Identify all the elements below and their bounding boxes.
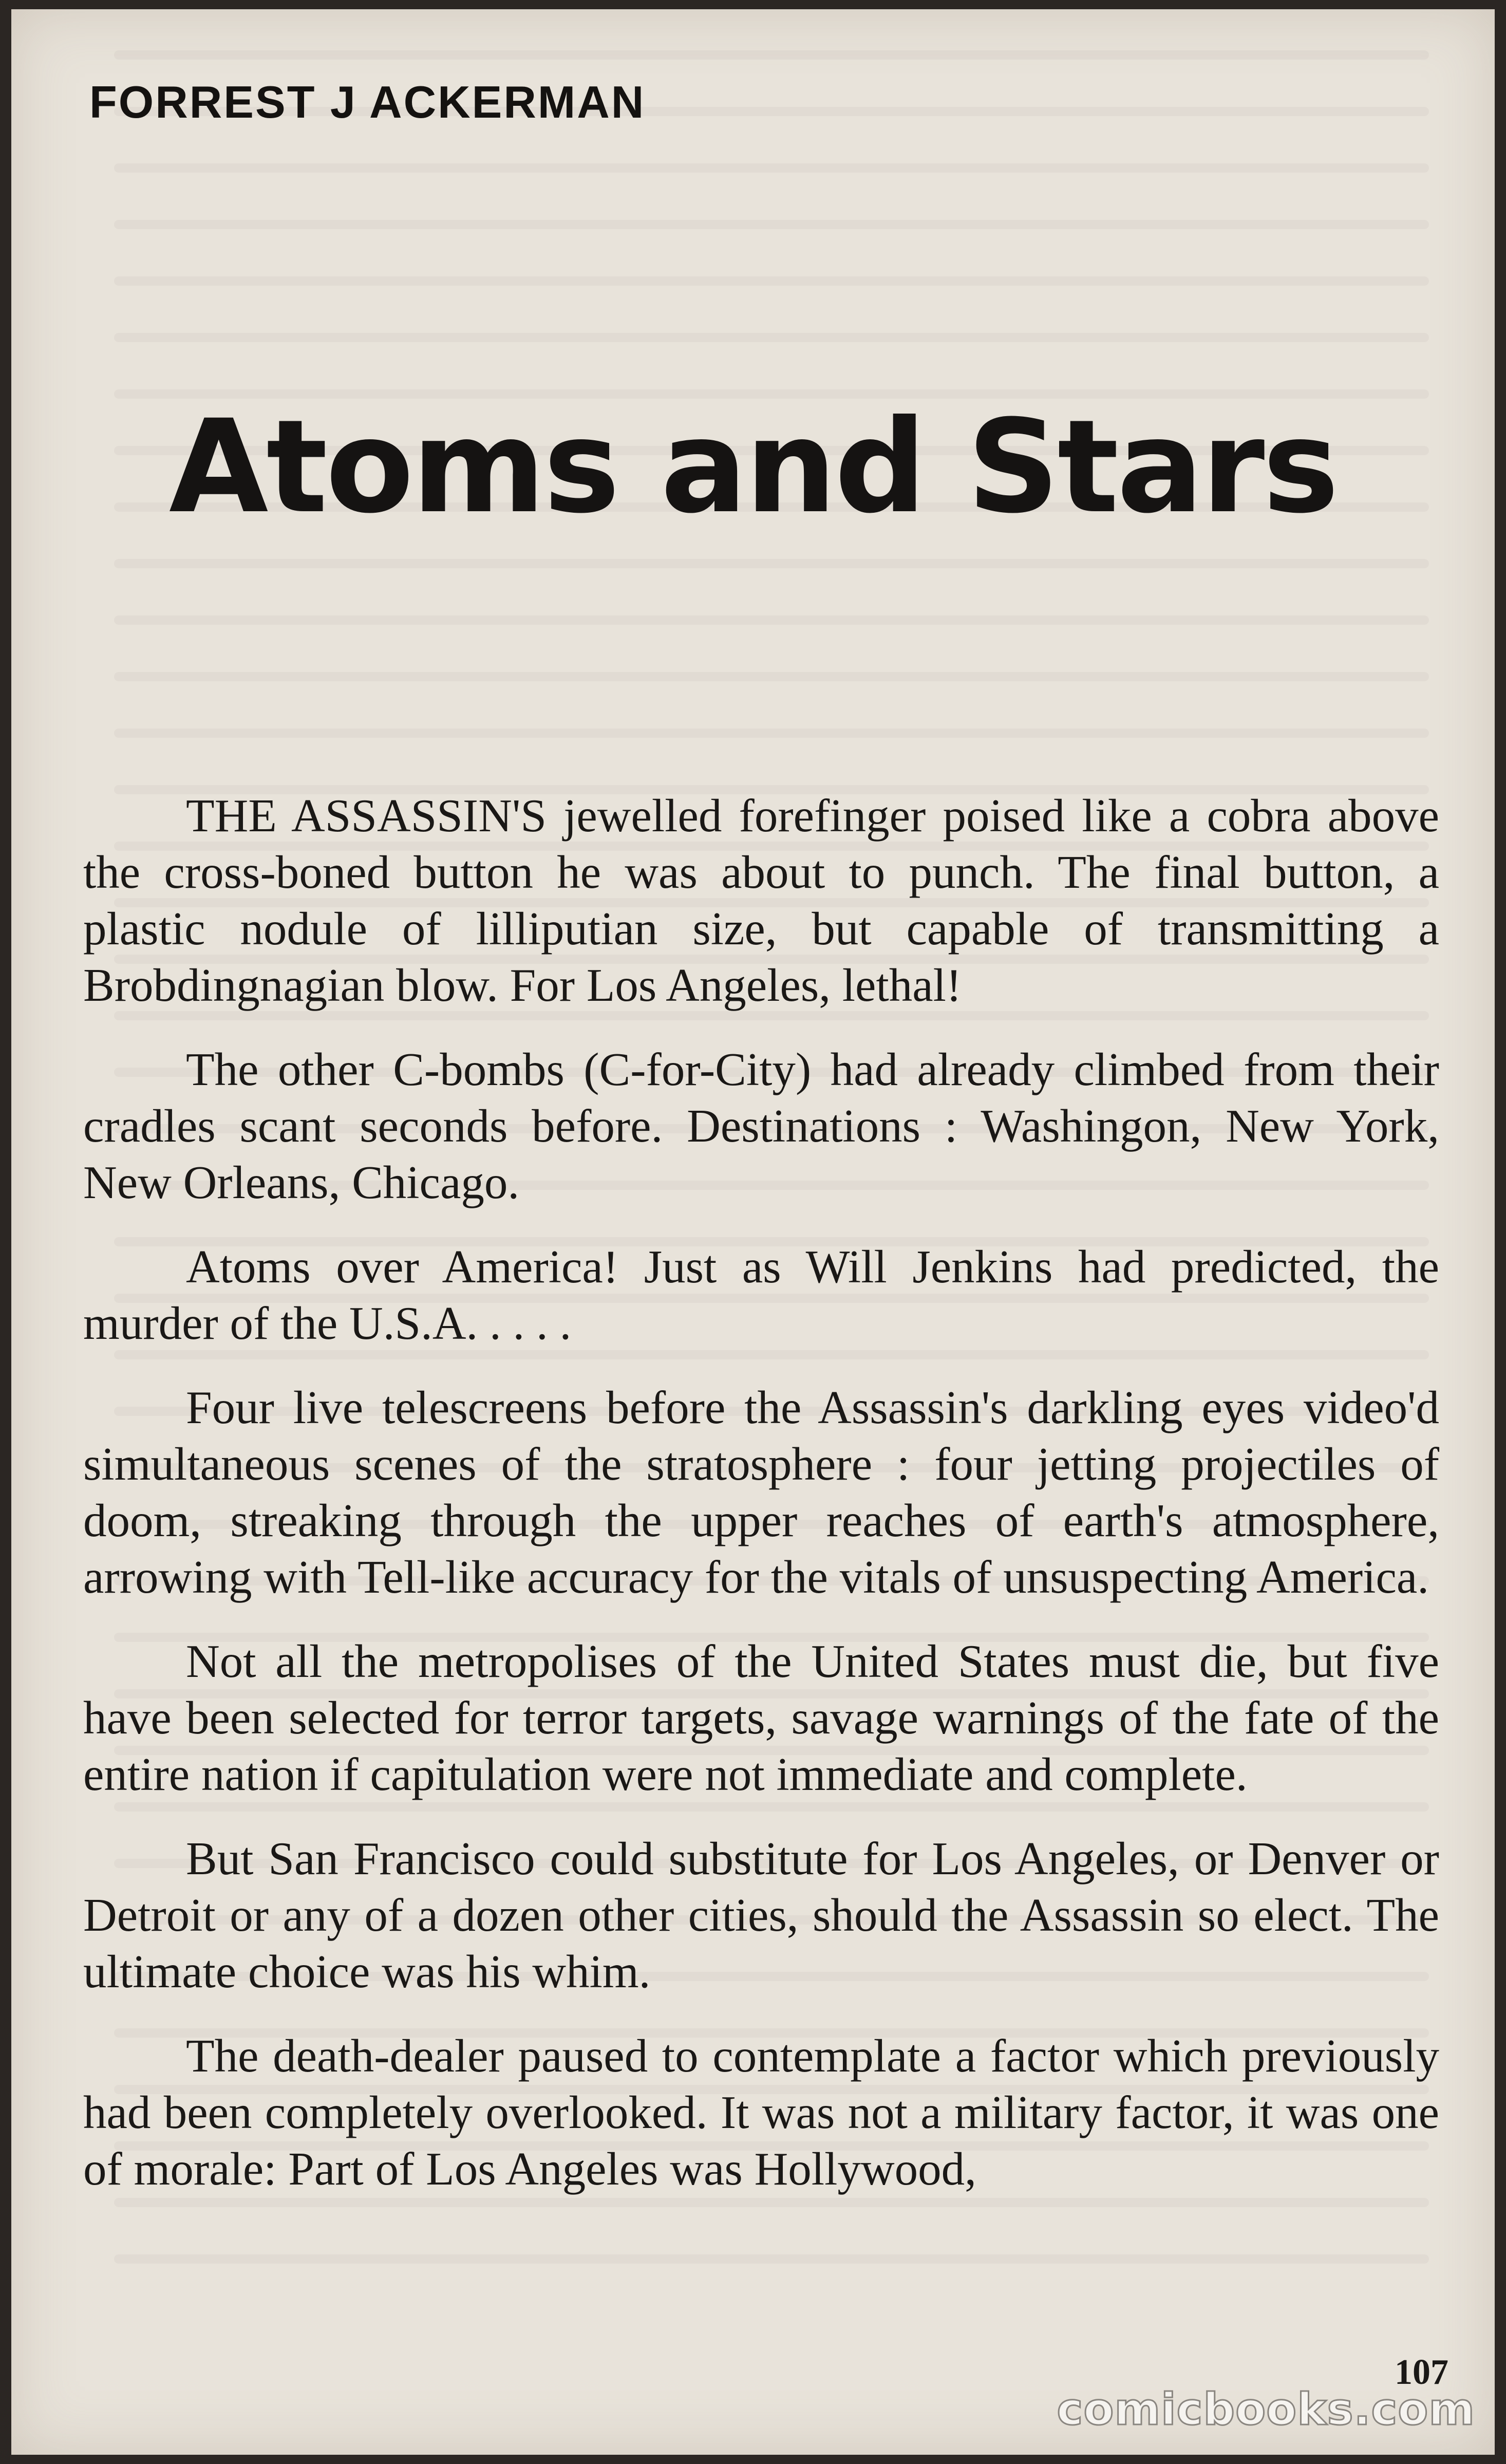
paragraph-3: Atoms over America! Just as Will Jenkins had predicted, the murder of the U.S.A. . . . . [83, 1241, 1439, 1349]
story-title: Atoms and Stars [168, 392, 1338, 542]
book-page [11, 9, 1495, 2455]
paragraph-2: The other C-bombs (C-for-City) had already climbed from their cradles scant seconds before. Destinations : Washingon, New York, New Orleans, Chicago. [83, 1043, 1439, 1208]
story-body [83, 788, 1439, 2225]
page-number: 107 [1395, 2353, 1448, 2392]
paragraph-1: THE ASSASSIN'S jewelled forefinger poised like a cobra above the cross-boned button he was about to punch. The final button, a plastic nodule of lilliputian size, but capable of transmitting a Brobdingnagian blow. For Los Angeles, lethal! [83, 790, 1439, 1011]
paragraph-6: But San Francisco could substitute for Los Angeles, or Denver or Detroit or any of a dozen other cities, should the Assassin so elect. The ultimate choice was his whim. [83, 1833, 1439, 1998]
paragraph-4: Four live telescreens before the Assassin's darkling eyes video'd simultaneous scenes of the stratosphere : four jetting projectiles of doom, streaking through the upper reaches of earth's atmosphere, arrowing with Tell-like accuracy for the vitals of unsuspecting America. [83, 1382, 1439, 1603]
paragraph-5: Not all the metropolises of the United States must die, but five have been selected for terror targets, savage warnings of the fate of the entire nation if capitulation were not immediate and complete. [83, 1635, 1439, 1800]
author-header: FORREST J ACKERMAN [89, 77, 646, 127]
paragraph-7: The death-dealer paused to contemplate a factor which previously had been completely overlooked. It was not a military factor, it was one of morale: Part of Los Angeles was Hollywood, [83, 2030, 1439, 2195]
watermark: comicbooks.com [1057, 2384, 1475, 2435]
